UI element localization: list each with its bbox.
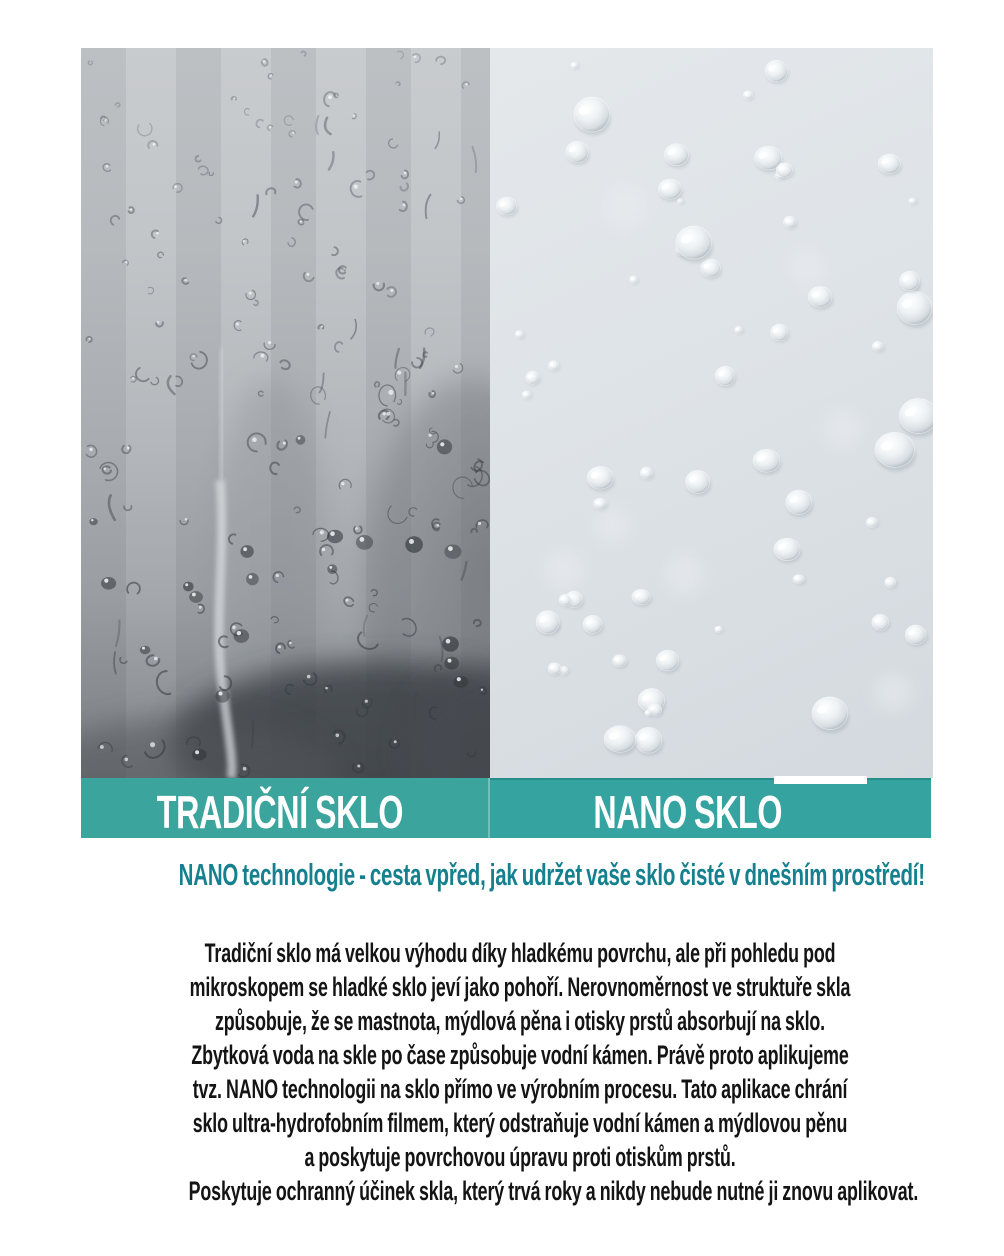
nano-banner-segment (490, 778, 931, 838)
traditional-glass-label: TRADIČNÍ SKLO (156, 785, 403, 838)
traditional-banner-segment (81, 778, 490, 838)
body-text (188, 936, 919, 1208)
image-seam-artifact (774, 776, 867, 784)
nano-glass-photo (490, 48, 933, 778)
body-text-line: Poskytuje ochranný účinek skla, který trvá roky a nikdy nebude nutné ji znovu aplikovat. (188, 1176, 919, 1206)
body-text-line: mikroskopem se hladké sklo jeví jako pohoří. Nerovnoměrnost ve struktuře skla (189, 972, 851, 1002)
rain-droplets-graphic (81, 48, 490, 778)
body-text-line: způsobuje, že se mastnota, mýdlová pěna i otisky prstů absorbují na sklo. (215, 1006, 825, 1036)
body-text-line: sklo ultra-hydrofobním filmem, který odstraňuje vodní kámen a mýdlovou pěnu (192, 1108, 848, 1138)
comparison-banner (81, 778, 933, 838)
body-text-line: tvz. NANO technologii na sklo přímo ve výrobním procesu. Tato aplikace chrání (192, 1074, 848, 1104)
comparison-photos (81, 48, 933, 778)
traditional-glass-photo (81, 48, 490, 778)
body-text-line: a poskytuje povrchovou úpravu proti otiskům prstů. (304, 1142, 736, 1172)
beading-droplets-graphic (490, 48, 933, 778)
body-text-line: Zbytková voda na skle po čase způsobuje vodní kámen. Právě proto aplikujeme (191, 1040, 849, 1070)
body-text-line: Tradiční sklo má velkou výhodu díky hladkému povrchu, ale při pohledu pod (204, 938, 836, 968)
glass-comparison-figure (81, 48, 933, 838)
nano-glass-label: NANO SKLO (593, 785, 782, 838)
headline: NANO technologie - cesta vpřed, jak udržet vaše sklo čisté v dnešním prostředí! (178, 857, 925, 892)
